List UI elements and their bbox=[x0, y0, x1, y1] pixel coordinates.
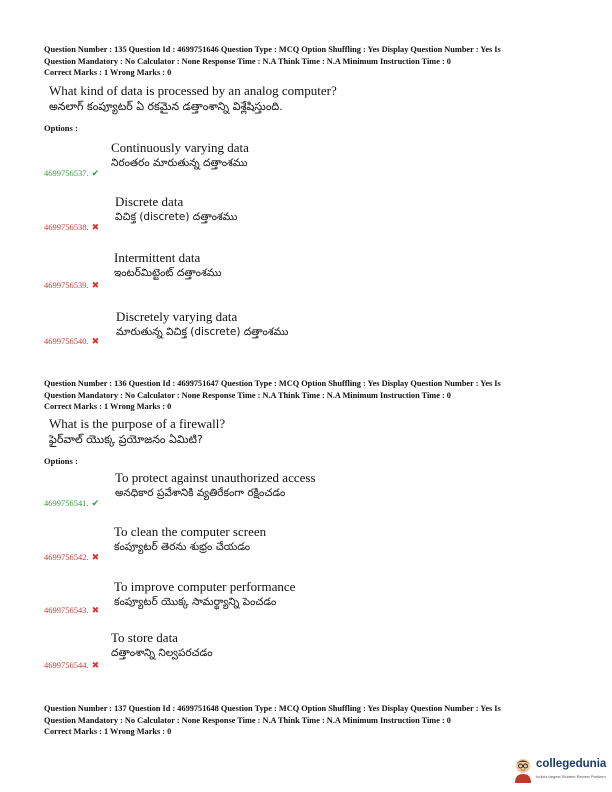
option-id: 4699756540. ✖ bbox=[44, 336, 100, 347]
collegedunia-logo bbox=[512, 755, 608, 787]
option-text-en: To protect against unauthorized access bbox=[115, 470, 316, 485]
option-id: 4699756543. ✖ bbox=[44, 605, 100, 616]
option-id: 4699756541. ✔ bbox=[44, 498, 100, 509]
cross-icon: ✖ bbox=[91, 223, 100, 233]
option-text-te: ఇంటర్‌మిట్టెంట్ దత్తాంశము bbox=[114, 267, 222, 279]
option-text-en: Discretely varying data bbox=[116, 309, 238, 324]
cross-icon: ✖ bbox=[91, 661, 100, 671]
question-marks: Correct Marks : 1 Wrong Marks : 0 bbox=[44, 68, 172, 77]
question-meta-line2: Question Mandatory : No Calculator : None Response Time : N.A Think Time : N.A Minimum Instruction Time : 0 bbox=[44, 715, 451, 725]
cross-icon: ✖ bbox=[91, 281, 100, 291]
logo-name: collegedunia bbox=[536, 758, 607, 770]
option-text-en: To improve computer performance bbox=[114, 579, 296, 594]
logo-tagline: India's largest Student Review Platform bbox=[536, 774, 606, 779]
cross-icon: ✖ bbox=[91, 606, 100, 616]
option-text-en: Continuously varying data bbox=[111, 140, 249, 155]
option-text-en: Intermittent data bbox=[114, 250, 201, 265]
option-id: 4699756538. ✖ bbox=[44, 222, 100, 233]
cross-icon: ✖ bbox=[91, 553, 100, 563]
question-meta-line2: Question Mandatory : No Calculator : None Response Time : N.A Think Time : N.A Minimum Instruction Time : 0 bbox=[44, 390, 451, 400]
question-text-en: What is the purpose of a firewall? bbox=[49, 416, 226, 431]
cross-icon: ✖ bbox=[91, 337, 100, 347]
check-icon: ✔ bbox=[91, 499, 100, 509]
option-text-te: కంప్యూటర్ తెరను శుభ్రం చేయడం bbox=[114, 541, 251, 553]
option-text-te: అనధికార ప్రవేశానికి వ్యతిరేకంగా రక్షించడం bbox=[115, 487, 286, 499]
option-text-en: To store data bbox=[111, 630, 178, 645]
option-text-te: దత్తాంశాన్ని నిల్వపరచడం bbox=[111, 647, 213, 659]
check-icon: ✔ bbox=[91, 169, 100, 179]
question-meta-line1: Question Number : 136 Question Id : 4699751647 Question Type : MCQ Option Shuffling : Yes Display Question Number : Yes Is bbox=[44, 379, 501, 388]
option-text-te: నిరంతరం మారుతున్న దత్తాంశము bbox=[111, 157, 248, 169]
option-id: 4699756542. ✖ bbox=[44, 552, 100, 563]
options-label: Options : bbox=[44, 123, 78, 133]
option-id: 4699756539. ✖ bbox=[44, 280, 100, 291]
mascot-icon bbox=[512, 757, 534, 783]
question-meta-line1: Question Number : 137 Question Id : 4699751648 Question Type : MCQ Option Shuffling : Yes Display Question Number : Yes Is bbox=[44, 704, 501, 713]
question-meta-line2: Question Mandatory : No Calculator : None Response Time : N.A Think Time : N.A Minimum Instruction Time : 0 bbox=[44, 56, 451, 66]
option-text-te: కంప్యూటర్ యొక్క సామర్థ్యాన్ని పెంచడం bbox=[114, 596, 277, 608]
question-meta-line1: Question Number : 135 Question Id : 4699751646 Question Type : MCQ Option Shuffling : Yes Display Question Number : Yes Is bbox=[44, 45, 501, 54]
question-marks: Correct Marks : 1 Wrong Marks : 0 bbox=[44, 402, 172, 411]
option-id: 4699756544. ✖ bbox=[44, 660, 100, 671]
option-text-en: Discrete data bbox=[115, 194, 184, 209]
option-id: 4699756537. ✔ bbox=[44, 168, 100, 179]
question-text-te: ఫైర్‌వాల్ యొక్క ప్రయోజనం ఏమిటి? bbox=[49, 433, 203, 446]
question-text-te: అనలాగ్ కంప్యూటర్ ఏ రకమైన డత్తాంశాన్ని విశ్లేషిస్తుంది. bbox=[49, 100, 283, 113]
question-marks: Correct Marks : 1 Wrong Marks : 0 bbox=[44, 727, 172, 736]
option-text-en: To clean the computer screen bbox=[114, 524, 267, 539]
options-label: Options : bbox=[44, 456, 78, 466]
question-text-en: What kind of data is processed by an analog computer? bbox=[49, 83, 337, 98]
option-text-te: విచిక్త (discrete) దత్తాంశము bbox=[115, 211, 238, 223]
option-text-te: మారుతున్న విచిక్త (discrete) దత్తాంశము bbox=[116, 326, 289, 338]
